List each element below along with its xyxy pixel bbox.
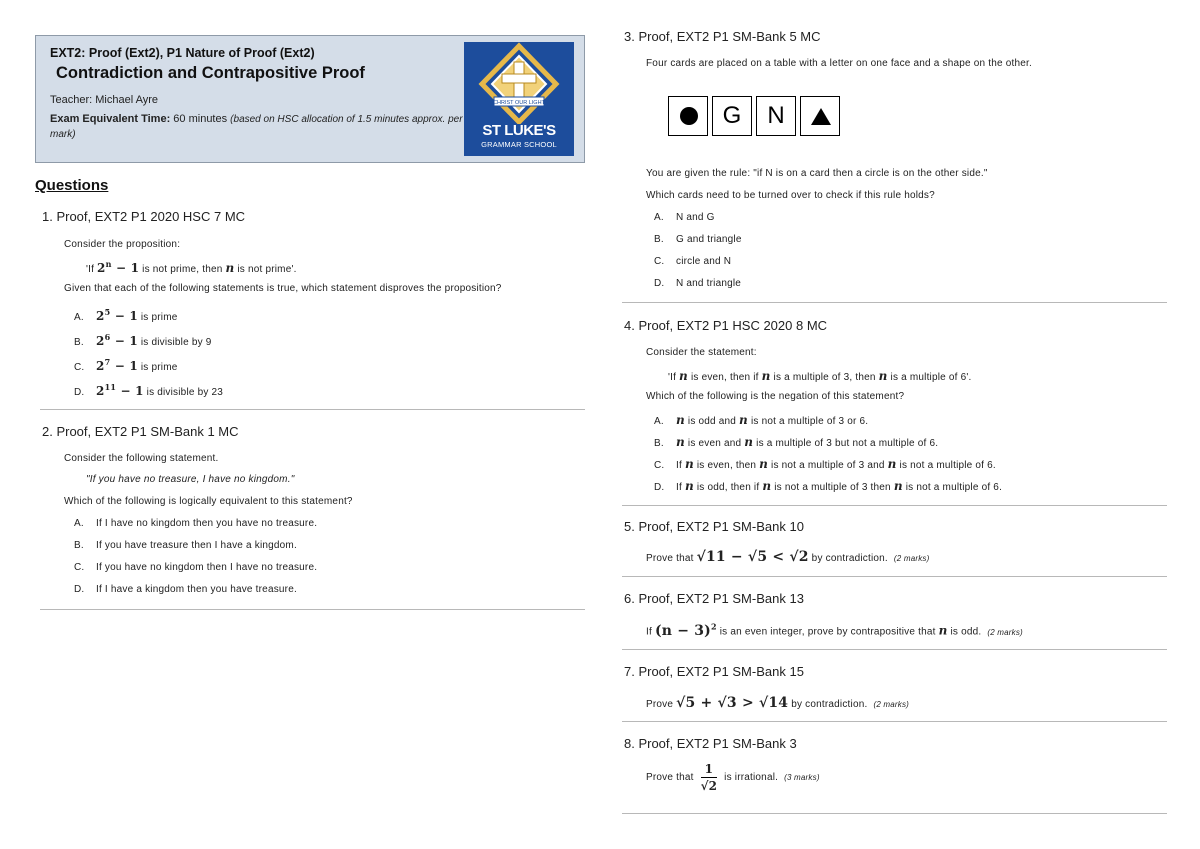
card-circle[interactable] [668, 96, 708, 136]
question-4-title: 4. Proof, EXT2 P1 HSC 2020 8 MC [624, 318, 828, 333]
question-3-intro: Four cards are placed on a table with a letter on one face and a shape on the other. [646, 58, 1032, 69]
question-2-option-c[interactable]: C. If you have no kingdom then I have no treasure. [74, 562, 318, 573]
card-letter-g[interactable]: G [712, 96, 752, 136]
question-2-option-a[interactable]: A. If I have no kingdom then you have no treasure. [74, 518, 318, 529]
question-3-option-c[interactable]: C. circle and N [654, 256, 732, 267]
question-1-proposition: 'If $2^n - 1$ is not prime, then n is not prime'. [86, 259, 297, 275]
logo-school-sub: GRAMMAR SCHOOL [481, 140, 557, 149]
question-3-cards [668, 96, 844, 138]
question-4-option-d[interactable]: D. If n is odd, then if n is not a multiple of 3 then n is not a multiple of 6. [654, 479, 1003, 493]
question-5-title: 5. Proof, EXT2 P1 SM-Bank 10 [624, 519, 804, 534]
question-4-option-c[interactable]: C. If n is even, then n is not a multiple of 3 and n is not a multiple of 6. [654, 457, 996, 471]
triangle-icon [811, 108, 831, 125]
exam-time-label: Exam Equivalent Time: [50, 113, 171, 125]
exam-time-value: 60 minutes [173, 113, 228, 125]
question-4-intro: Consider the statement: [646, 347, 757, 358]
question-6-title: 6. Proof, EXT2 P1 SM-Bank 13 [624, 591, 804, 606]
topic-code: EXT2: Proof (Ext2), P1 Nature of Proof (Ext2) [50, 46, 315, 60]
school-logo [464, 42, 574, 156]
question-4-statement: 'If n is even, then if n is a multiple of 3, then n is a multiple of 6'. [668, 369, 972, 383]
question-4-option-b[interactable]: B. n is even and n is a multiple of 3 but not a multiple of 6. [654, 435, 939, 449]
divider [622, 505, 1167, 506]
questions-heading: Questions [35, 177, 109, 194]
question-1-option-b[interactable]: B. $2^6 - 1$ is divisible by 9 [74, 332, 212, 348]
divider [40, 609, 585, 610]
question-2-intro: Consider the following statement. [64, 453, 219, 464]
exam-time-line [50, 112, 470, 142]
teacher-line [50, 94, 158, 106]
question-5-text: Prove that √11 − √5 < √2 by contradiction. (2 marks) [646, 549, 930, 565]
divider [40, 409, 585, 410]
circle-icon [680, 107, 698, 125]
question-3-rule: You are given the rule: "if N is on a card then a circle is on the other side." [646, 168, 988, 179]
question-3-option-a[interactable]: A. N and G [654, 212, 715, 223]
teacher-label: Teacher: [50, 94, 93, 106]
question-1-option-d[interactable]: D. $2^{11} - 1$ is divisible by 23 [74, 382, 224, 398]
exam-time-note: (based on HSC allocation of 1.5 minutes approx. per mark) [50, 114, 463, 140]
question-8-text: Prove that $\frac{1}{√2}$ is irrational. (3 marks) [646, 762, 820, 793]
question-1-title: 1. Proof, EXT2 P1 2020 HSC 7 MC [42, 209, 246, 224]
question-7-title: 7. Proof, EXT2 P1 SM-Bank 15 [624, 664, 804, 679]
question-1-option-a[interactable]: A. $2^5 - 1$ is prime [74, 307, 178, 323]
divider [622, 721, 1167, 722]
divider [622, 813, 1167, 814]
question-7-text: Prove √5 + √3 > √14 by contradiction. (2 marks) [646, 695, 910, 711]
logo-motto: CHRIST OUR LIGHT [493, 100, 545, 106]
question-4-option-a[interactable]: A. n is odd and n is not a multiple of 3 or 6. [654, 413, 869, 427]
teacher-name: Michael Ayre [95, 94, 159, 106]
question-2-title: 2. Proof, EXT2 P1 SM-Bank 1 MC [42, 424, 239, 439]
worksheet-header [35, 35, 585, 163]
question-1-option-c[interactable]: C. $2^7 - 1$ is prime [74, 357, 178, 373]
card-letter-n[interactable]: N [756, 96, 796, 136]
school-crest-icon [464, 42, 574, 124]
question-1-intro: Consider the proposition: [64, 239, 181, 250]
divider [622, 576, 1167, 577]
fraction: $\frac{1}{√2}$ [700, 762, 718, 793]
question-2-option-b[interactable]: B. If you have treasure then I have a kingdom. [74, 540, 297, 551]
divider [622, 649, 1167, 650]
question-2-option-d[interactable]: D. If I have a kingdom then you have treasure. [74, 584, 297, 595]
divider [622, 302, 1167, 303]
question-1-prompt: Given that each of the following statements is true, which statement disproves the proposition? [64, 283, 502, 294]
question-3-option-b[interactable]: B. G and triangle [654, 234, 742, 245]
question-3-prompt: Which cards need to be turned over to check if this rule holds? [646, 190, 935, 201]
question-3-option-d[interactable]: D. N and triangle [654, 278, 742, 289]
question-2-statement: "If you have no treasure, I have no kingdom." [86, 474, 295, 485]
question-6-text: If $(n - 3)^2$ is an even integer, prove by contrapositive that n is odd. (2 marks) [646, 621, 1023, 639]
question-2-prompt: Which of the following is logically equivalent to this statement? [64, 496, 353, 507]
question-3-title: 3. Proof, EXT2 P1 SM-Bank 5 MC [624, 29, 821, 44]
logo-school-name: ST LUKE'S [482, 122, 556, 139]
question-4-prompt: Which of the following is the negation of this statement? [646, 391, 905, 402]
card-triangle[interactable] [800, 96, 840, 136]
question-8-title: 8. Proof, EXT2 P1 SM-Bank 3 [624, 736, 797, 751]
worksheet-title: Contradiction and Contrapositive Proof [56, 64, 365, 82]
